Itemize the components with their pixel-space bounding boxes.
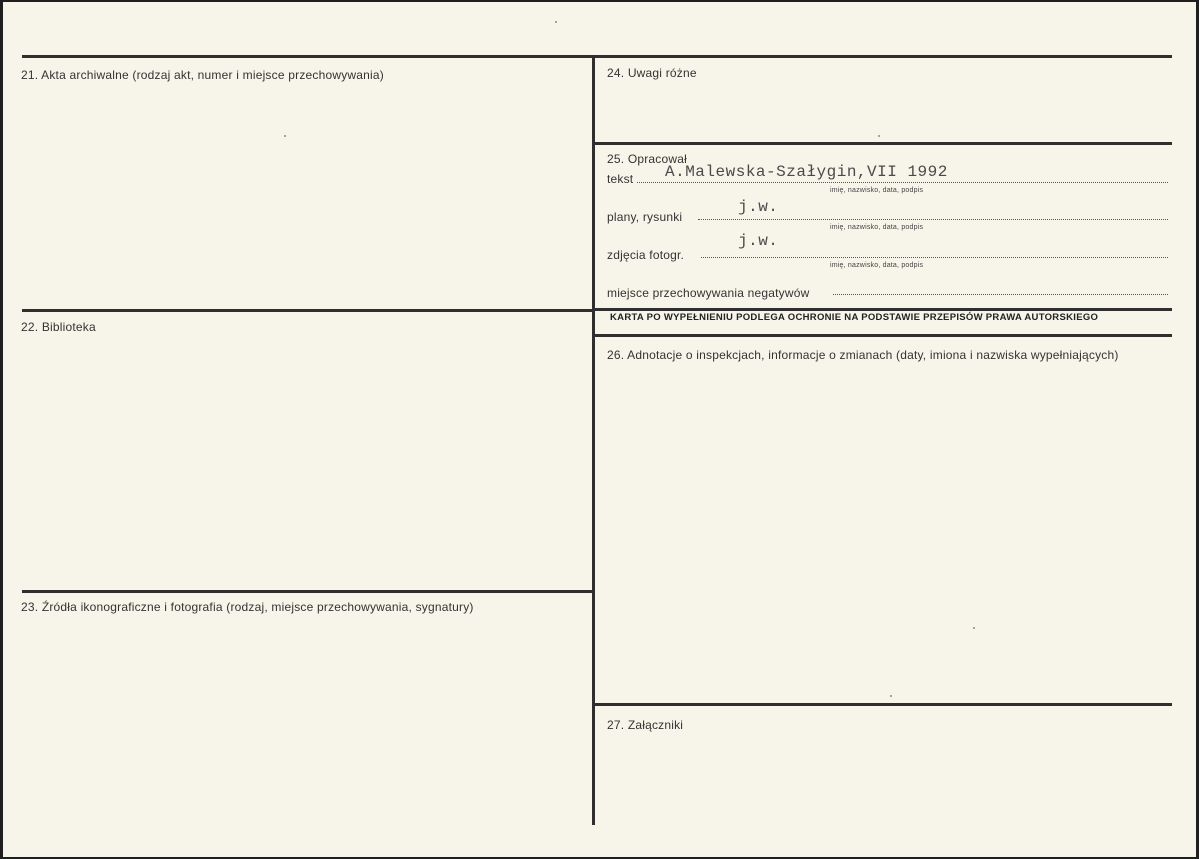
rule-26-27 xyxy=(592,703,1172,706)
paper-speck xyxy=(284,135,286,137)
section-27-label: 27. Załączniki xyxy=(607,718,684,732)
photos-field-line xyxy=(701,257,1168,258)
center-divider xyxy=(592,55,595,825)
plans-field-label: plany, rysunki xyxy=(607,210,683,224)
photos-field-value: j.w. xyxy=(738,232,779,250)
text-field-hint: imię, nazwisko, data, podpis xyxy=(830,187,924,194)
photos-field-label: zdjęcia fotogr. xyxy=(607,248,685,262)
section-21-label: 21. Akta archiwalne (rodzaj akt, numer i miejsce przechowywania) xyxy=(21,68,384,82)
text-field-label: tekst xyxy=(607,172,634,186)
negatives-field-label: miejsce przechowywania negatywów xyxy=(607,286,810,300)
plans-field-line xyxy=(698,219,1168,220)
photos-field-hint: imię, nazwisko, data, podpis xyxy=(830,262,924,269)
form-card xyxy=(3,2,1196,857)
rule-22-23 xyxy=(22,590,594,593)
section-24-label: 24. Uwagi różne xyxy=(607,66,697,80)
paper-speck xyxy=(890,695,892,697)
paper-speck xyxy=(555,21,557,23)
paper-speck xyxy=(973,627,975,629)
paper-speck xyxy=(878,135,880,137)
section-26-label: 26. Adnotacje o inspekcjach, informacje o zmianach (daty, imiona i nazwiska wypełniających) xyxy=(607,348,1119,362)
rule-notice-26 xyxy=(592,334,1172,337)
text-field-line xyxy=(637,182,1168,183)
section-23-label: 23. Źródła ikonograficzne i fotografia (rodzaj, miejsce przechowywania, sygnatury) xyxy=(21,600,474,614)
rule-24-25 xyxy=(592,142,1172,145)
plans-field-hint: imię, nazwisko, data, podpis xyxy=(830,224,924,231)
rule-25-notice xyxy=(592,308,1172,311)
section-25-label: 25. Opracował xyxy=(607,152,687,166)
rule-21-22 xyxy=(22,309,594,312)
negatives-field-line xyxy=(833,294,1168,295)
text-field-value: A.Malewska-Szałygin,VII 1992 xyxy=(665,163,948,181)
top-rule xyxy=(22,55,1172,58)
plans-field-value: j.w. xyxy=(738,198,779,216)
section-22-label: 22. Biblioteka xyxy=(21,320,96,334)
copyright-notice: KARTA PO WYPEŁNIENIU PODLEGA OCHRONIE NA PODSTAWIE PRZEPISÓW PRAWA AUTORSKIEGO xyxy=(610,312,1099,323)
